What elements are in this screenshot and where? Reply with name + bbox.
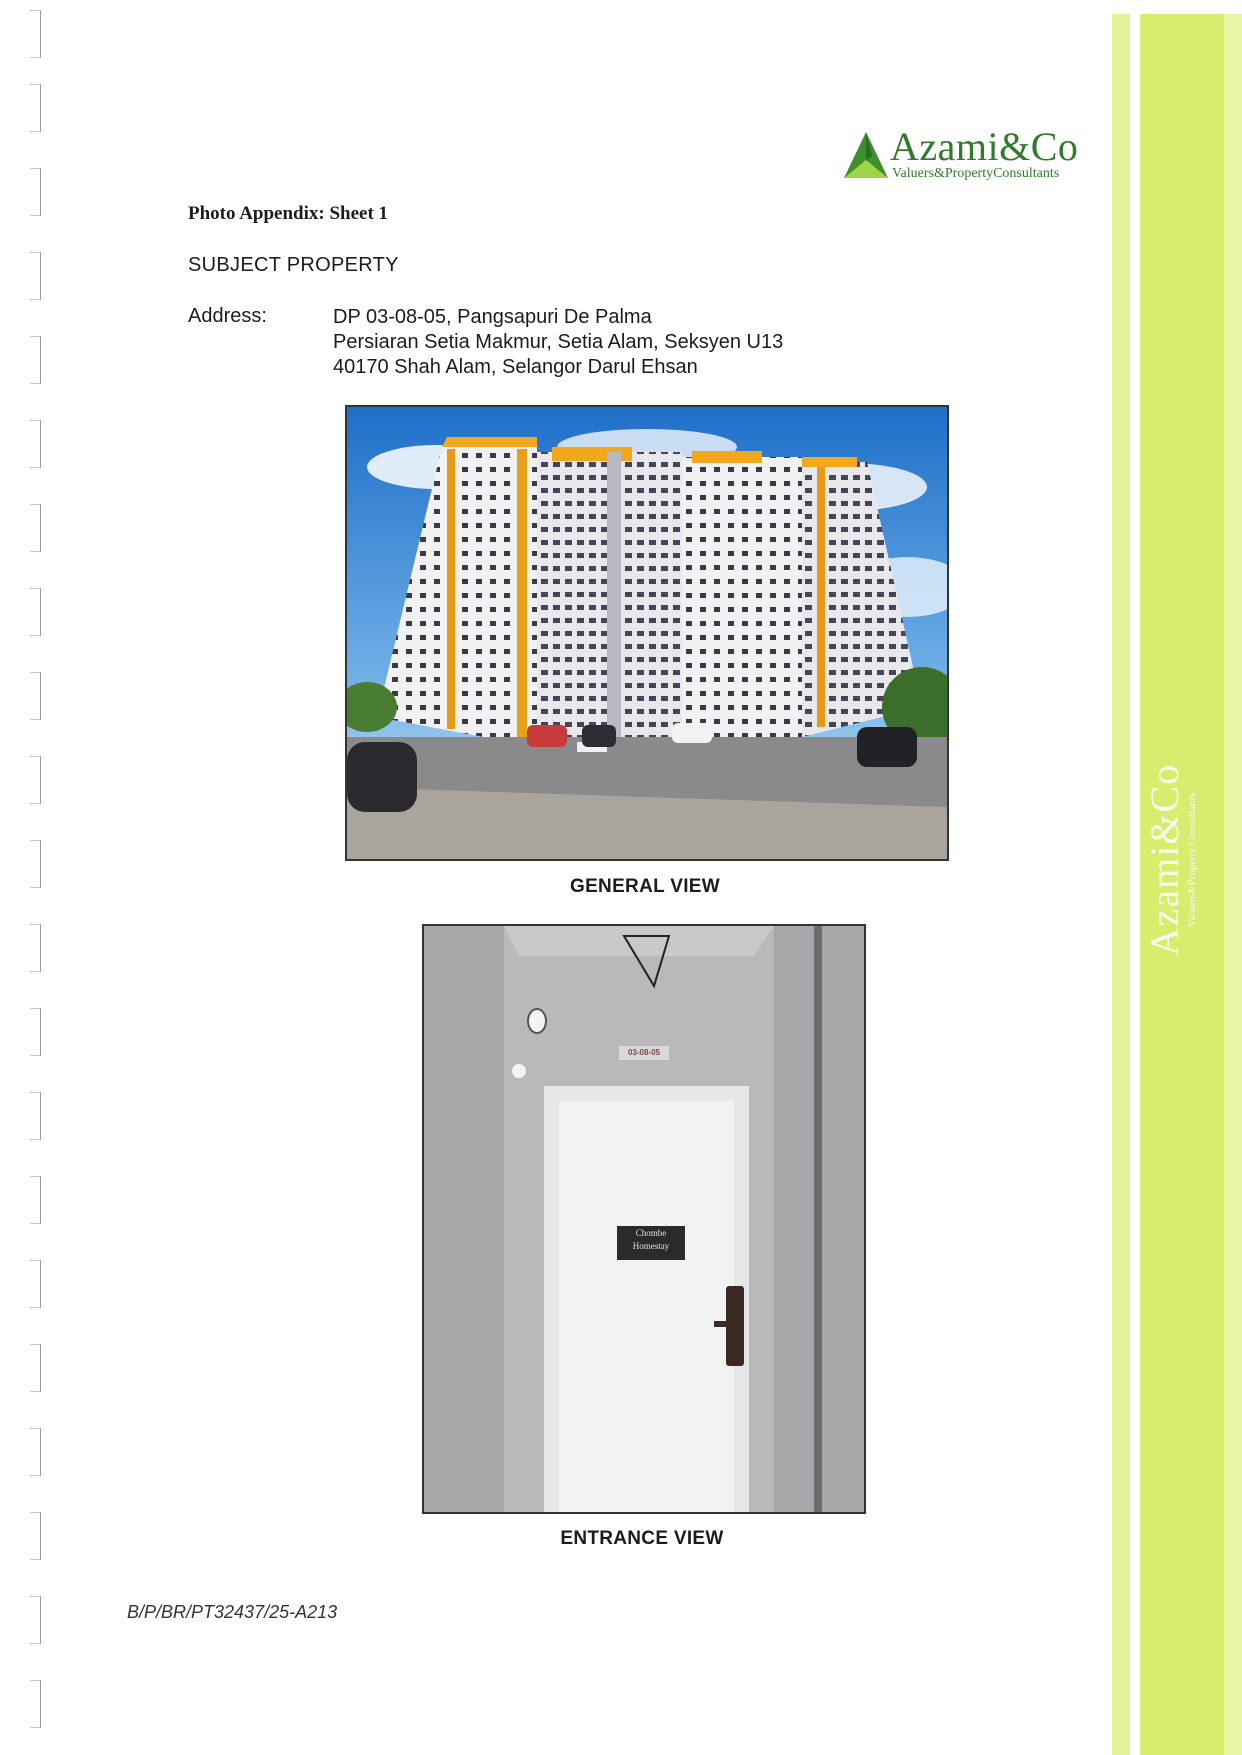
door-sign — [617, 1227, 685, 1259]
document-reference: B/P/BR/PT32437/25-A213 — [127, 1602, 338, 1622]
binding-mark — [30, 672, 41, 720]
address-line: Persiaran Setia Makmur, Setia Alam, Seksyen U13 — [333, 331, 784, 353]
band-watermark-logo — [1130, 730, 1214, 990]
sheet-title: Photo Appendix: Sheet 1 — [188, 203, 389, 224]
band-logo-name: Azami&Co — [1142, 763, 1188, 957]
binding-mark — [30, 252, 41, 300]
binding-marks — [30, 0, 44, 1755]
logo-name: Azami&Co — [890, 124, 1079, 169]
binding-mark — [30, 1680, 41, 1728]
general-view-photo — [345, 405, 949, 861]
binding-mark — [30, 588, 41, 636]
binding-mark — [30, 168, 41, 216]
binding-mark — [30, 1512, 41, 1560]
leaf-icon — [842, 130, 890, 180]
binding-mark — [30, 336, 41, 384]
band-logo-tagline: Valuers&Property Consultants — [1186, 792, 1199, 928]
logo-tagline: Valuers&PropertyConsultants — [892, 166, 1060, 181]
binding-mark — [30, 1596, 41, 1644]
section-heading: SUBJECT PROPERTY — [188, 254, 399, 276]
binding-mark — [30, 10, 41, 58]
binding-mark — [30, 84, 41, 132]
door-sign-line: Chombe — [635, 1228, 667, 1238]
address-line: 40170 Shah Alam, Selangor Darul Ehsan — [333, 356, 698, 378]
entrance-view-caption: ENTRANCE VIEW — [560, 1528, 724, 1549]
binding-mark — [30, 1176, 41, 1224]
binding-mark — [30, 924, 41, 972]
company-logo — [842, 126, 1102, 186]
entrance-view-photo — [422, 924, 866, 1514]
binding-mark — [30, 1428, 41, 1476]
unit-number-plate: 03-08-05 — [627, 1048, 661, 1057]
address-block — [333, 305, 783, 380]
general-view-caption: GENERAL VIEW — [570, 876, 720, 897]
binding-mark — [30, 1260, 41, 1308]
door-sign-line: Homestay — [632, 1241, 670, 1251]
address-line: DP 03-08-05, Pangsapuri De Palma — [333, 306, 652, 328]
binding-mark — [30, 1344, 41, 1392]
binding-mark — [30, 756, 41, 804]
binding-mark — [30, 504, 41, 552]
binding-mark — [30, 840, 41, 888]
binding-mark — [30, 420, 41, 468]
binding-mark — [30, 1092, 41, 1140]
address-label: Address: — [188, 305, 267, 327]
binding-mark — [30, 1008, 41, 1056]
